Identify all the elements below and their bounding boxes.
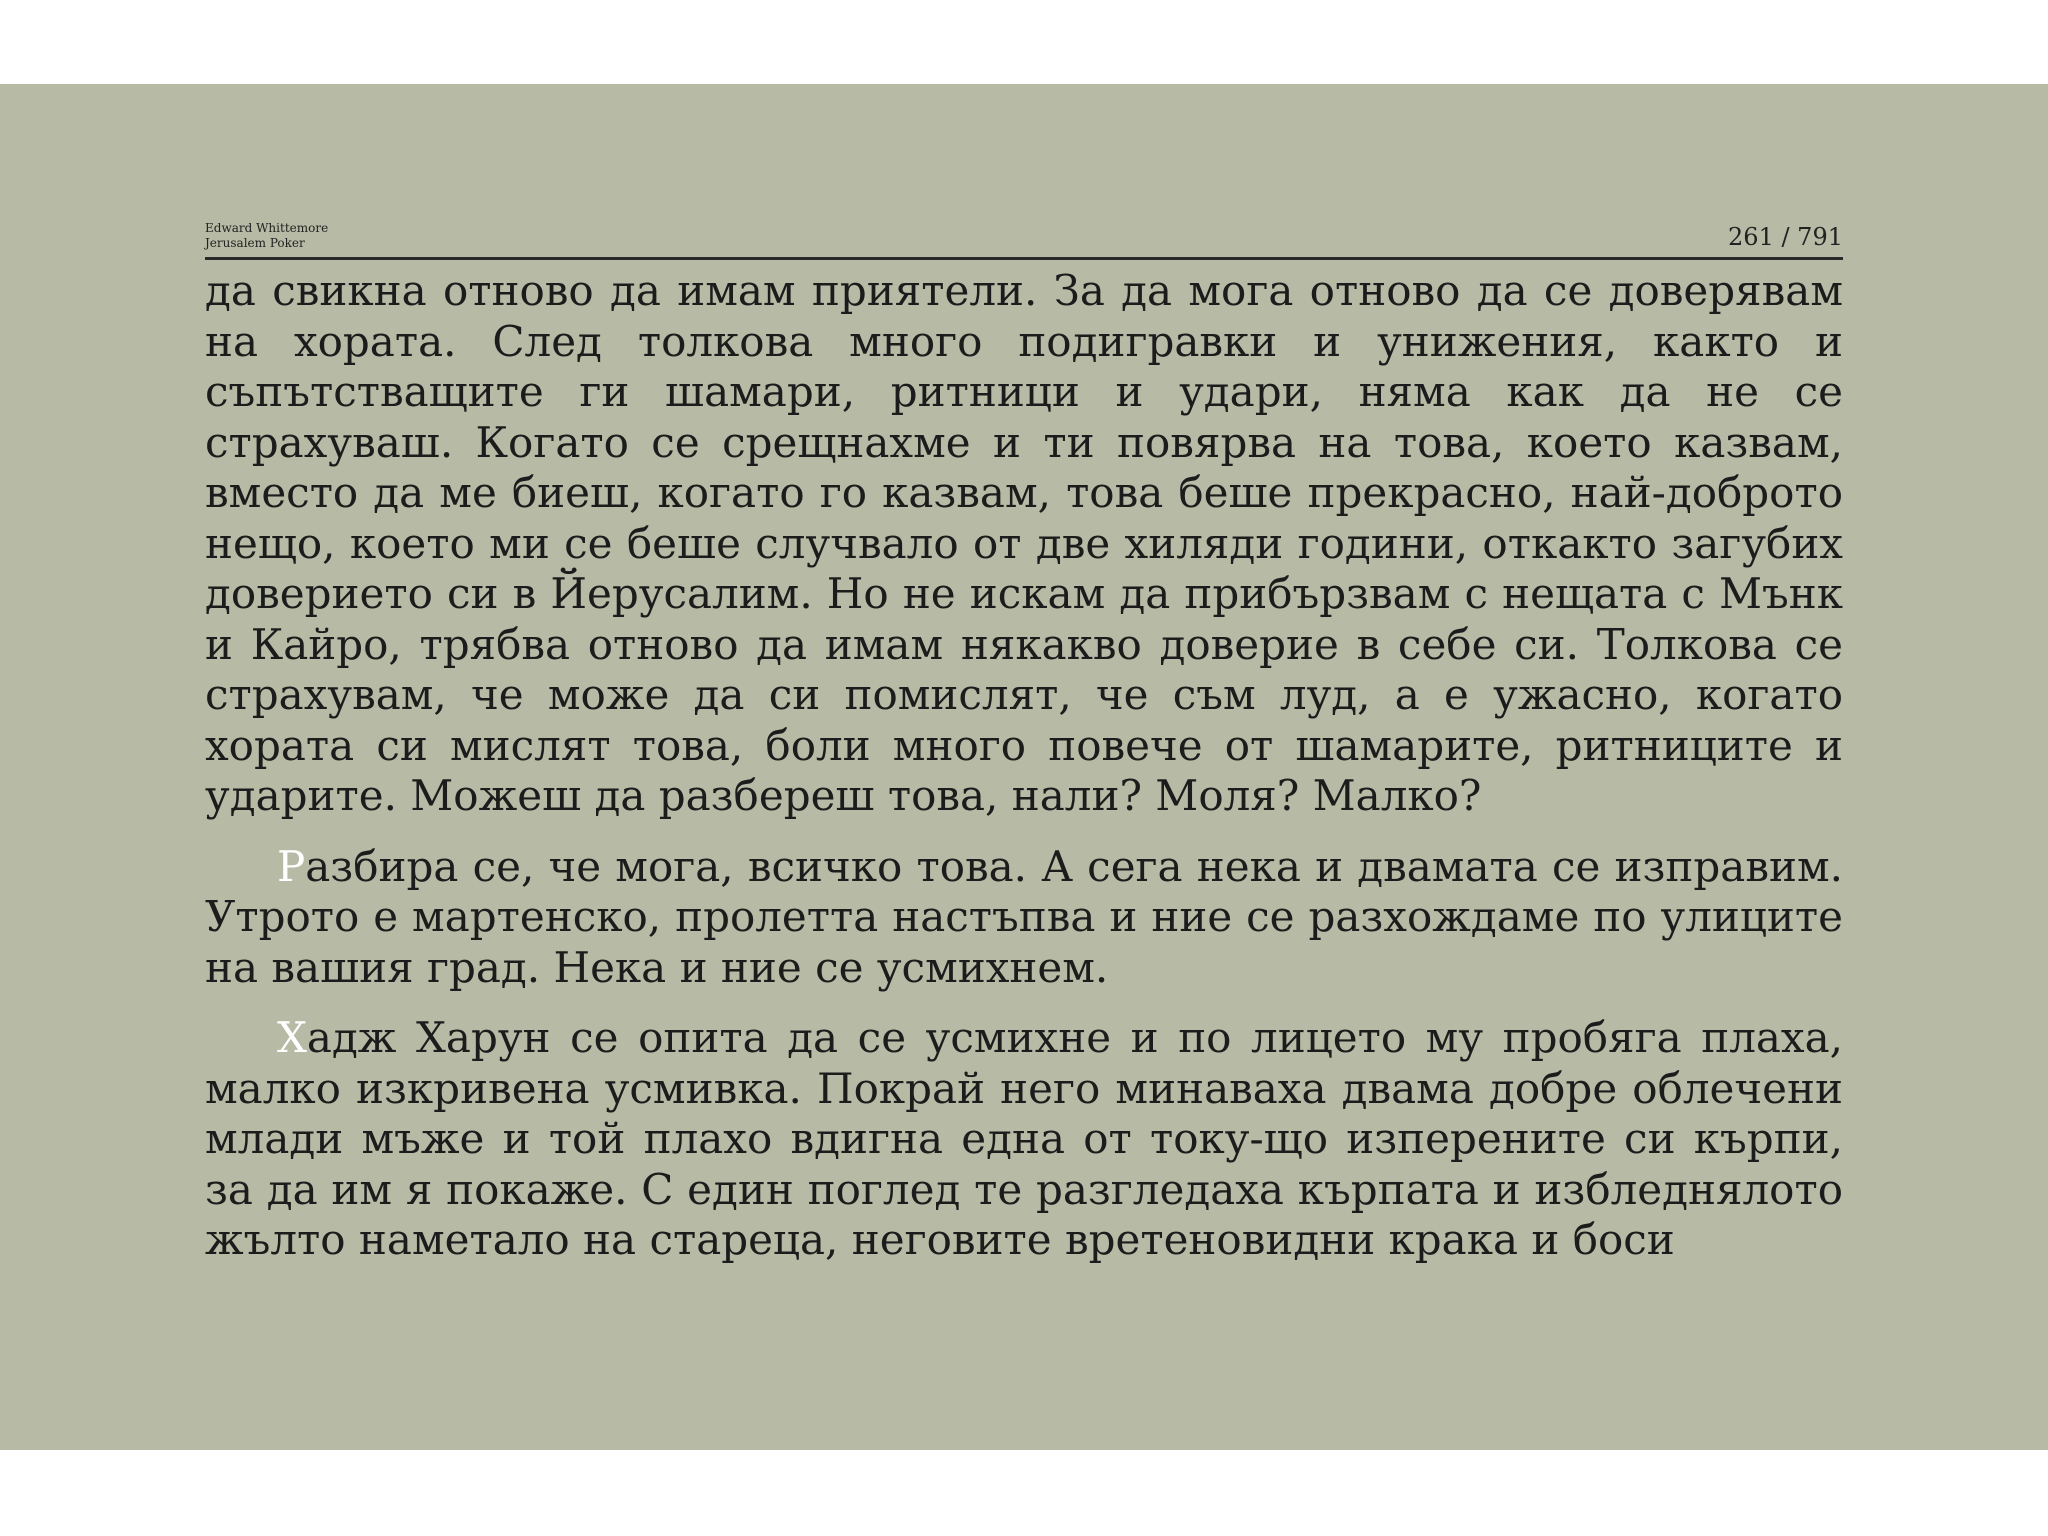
drop-cap: Х [277, 1013, 307, 1062]
author-name: Edward Whittemore [205, 221, 329, 235]
page-header [205, 136, 1843, 260]
page-number: 261 / 791 [1728, 223, 1843, 251]
book-title: Jerusalem Poker [205, 236, 305, 250]
book-text [205, 266, 1843, 1286]
paragraph [205, 1013, 1843, 1266]
paragraph-text: адж Харун се опита да се усмихне и по лицето му пробяга плаха, малко изкривена усмивка. Покрай него минаваха двама добре облечени млади мъже и той плахо вдигна една от току-що изперените си кърпи, за да им я покаже. С един поглед те разгледаха кърпата и избледнялото жълто наметало на стареца, неговите вретеновидни крака и боси [205, 1013, 1843, 1264]
book-info [205, 221, 328, 251]
paragraph [205, 266, 1843, 822]
paragraph [205, 842, 1843, 994]
paragraph-text: да свикна отново да имам приятели. За да мога отново да се доверявам на хората. След толкова много подигравки и унижения, както и съпътстващите ги шамари, ритници и удари, няма как да не се страхуваш. Когато се срещнахме и ти повярва на това, което казвам, вместо да ме биеш, когато го казвам, това беше прекрасно, най-доброто нещо, което ми се беше случвало от две хиляди години, откакто загубих доверието си в Йерусалим. Но не искам да прибързвам с нещата с Мънк и Кайро, трябва отново да имам някакво доверие в себе си. Толкова се страхувам, че може да си помислят, че съм луд, а е ужасно, когато хората си мислят това, боли много повече от шамарите, ритниците и ударите. Можеш да разбереш това, нали? Моля? Малко? [205, 266, 1843, 820]
paragraph-text: азбира се, че мога, всичко това. А сега нека и двамата се изправим. Утрото е мартенско, пролетта настъпва и ние се разхождаме по улиците на вашия град. Нека и ние се усмихнем. [205, 841, 1843, 992]
drop-cap: Р [277, 841, 306, 891]
